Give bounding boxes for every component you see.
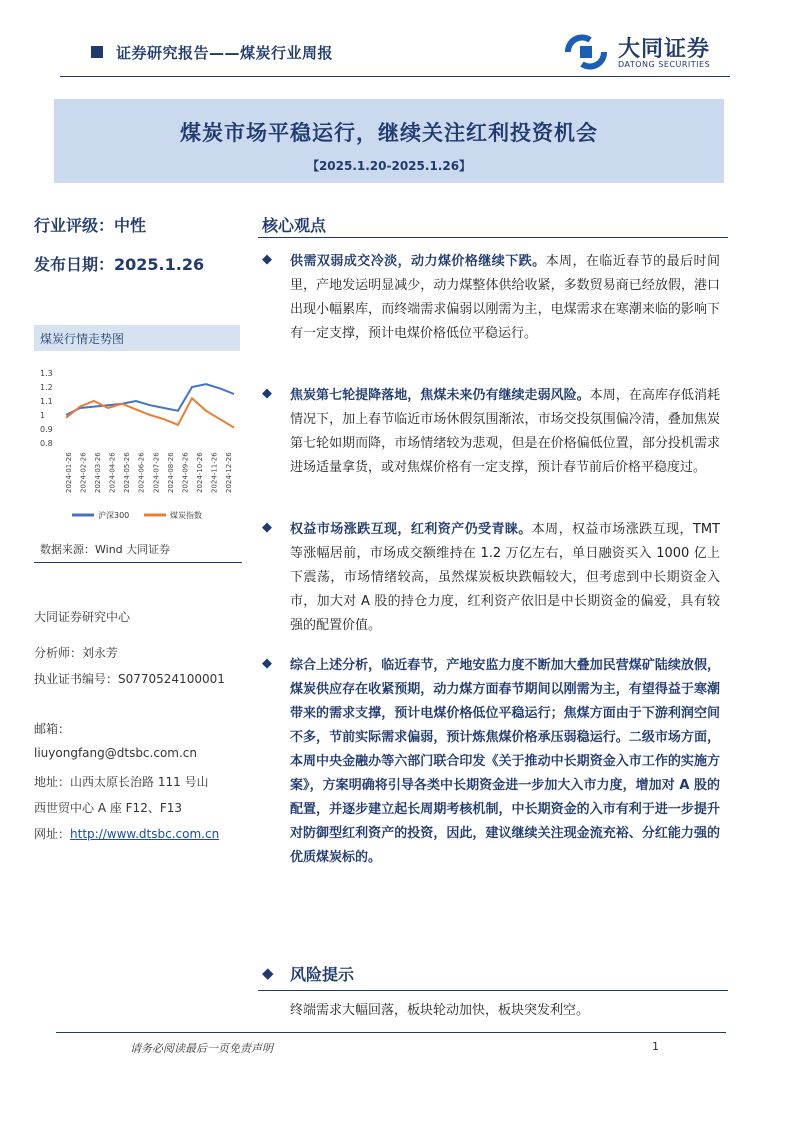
x-tick-label: 2024-07-26 [152, 452, 161, 493]
address-line-1: 地址：山西太原长治路 111 号山 [34, 775, 209, 789]
y-tick-label: 1 [40, 411, 46, 420]
diamond-bullet-icon: ◆ [262, 386, 272, 401]
x-tick-label: 2024-09-26 [181, 452, 190, 493]
series-line-coal-index [66, 398, 234, 427]
bullet-1-headline: 供需双弱成交冷淡，动力煤价格继续下跌。 [290, 254, 546, 269]
diamond-bullet-icon: ◆ [262, 520, 272, 535]
x-tick-label: 2024-03-26 [94, 452, 103, 493]
website-label: 网址： [34, 827, 71, 841]
bullet-3-headline: 权益市场涨跌互现，红利资产仍受青睐。 [290, 522, 532, 537]
series-line-hs300 [66, 384, 234, 415]
x-tick-label: 2024-04-26 [108, 452, 117, 493]
industry-rating: 行业评级：中性 [34, 216, 147, 235]
y-tick-label: 1.3 [40, 369, 53, 378]
x-tick-label: 2024-02-26 [79, 452, 88, 493]
header-divider [60, 76, 730, 77]
data-source: 数据来源：Wind 大同证券 [40, 543, 171, 556]
x-tick-label: 2024-05-26 [123, 452, 132, 493]
email-label: 邮箱： [34, 722, 71, 736]
footer-divider [56, 1032, 726, 1033]
chart-title: 煤炭行情走势图 [40, 332, 125, 346]
risk-divider [258, 990, 728, 991]
footer-disclaimer: 请务必阅读最后一页免责声明 [130, 1042, 273, 1055]
logo-mark-icon [560, 30, 612, 74]
diamond-bullet-icon: ◆ [262, 252, 272, 267]
page-number: 1 [652, 1040, 659, 1053]
bullet-2-body: 本周，在高库存低消耗情况下，加上春节临近市场休假氛围渐浓，市场交投氛围偏冷清，叠加焦炭第七轮如期而降，市场情绪较为悲观，但是在价格偏低位置，部分投机需求进场适量拿货，或对焦煤价格有一定支撑，预计春节前后价格平稳度过。 [290, 388, 720, 475]
website-row [34, 825, 219, 842]
trend-chart-panel [34, 325, 240, 525]
publish-date: 发布日期：2025.1.26 [34, 255, 205, 274]
sidebar-divider [34, 562, 242, 563]
legend-label: 沪深300 [98, 511, 130, 520]
company-logo [560, 30, 730, 74]
email-address: liuyongfang@dtsbc.com.cn [34, 746, 197, 760]
address-line-2: 西世贸中心 A 座 F12、F13 [34, 801, 182, 815]
diamond-bullet-icon: ◆ [262, 656, 272, 671]
header-square-icon [91, 46, 103, 58]
summary-text: 综合上述分析，临近春节，产地安监力度不断加大叠加民营煤矿陆续放假，煤炭供应存在收紧预期，动力煤方面春节期间以刚需为主，有望得益于寒潮带来的需求支撑，预计电煤价格低位平稳运行；焦煤方面由于下游利润空间不多，节前实际需求偏弱，预计炼焦煤价格承压弱稳运行。二级市场方面，本周中央金融办等六部门联合印发《关于推动中长期资金入市工作的实施方案》，方案明确将引导各类中长期资金进一步加大入市力度，增加对 A 股的配置，并逐步建立起长周期考核机制，中长期资金的入市有利于进一步提升对防御型红利资产的投资，因此，建议继续关注现金流充裕、分红能力强的优质煤炭标的。 [290, 658, 720, 865]
research-center: 大同证券研究中心 [34, 610, 131, 624]
title-banner [54, 99, 724, 183]
report-date-range: 【2025.1.20-2025.1.26】 [306, 159, 472, 173]
website-link[interactable]: http://www.dtsbc.com.cn [70, 827, 220, 841]
x-tick-label: 2024-12-26 [225, 452, 233, 493]
bullet-1-body: 本周，在临近春节的最后时间里，产地发运明显减少，动力煤整体供给收紧，多数贸易商已经放假，港口出现小幅累库，而终端需求偏弱以刚需为主，电煤需求在寒潮来临的影响下有一定支撑，预计电煤价格低位平稳运行。 [290, 254, 720, 341]
bullet-3-body: 本周，权益市场涨跌互现，TMT 等涨幅居前，市场成交额维持在 1.2 万亿左右，单日融资买入 1000 亿上下震荡，市场情绪较高，虽然煤炭板块跌幅较大，但考虑到中长期资金入市，加大对 A 股的持仓力度，红利资产依旧是中长期资金的偏爱，具有较强的配置价值。 [290, 522, 720, 633]
license-number: 执业证书编号：S0770524100001 [34, 672, 225, 686]
bullet-2-headline: 焦炭第七轮提降落地，焦煤未来仍有继续走弱风险。 [290, 388, 590, 403]
risk-text: 终端需求大幅回落，板块轮动加快，板块突发利空。 [290, 1003, 590, 1018]
chart-header [34, 325, 240, 351]
logo-text-cn: 大同证券 [618, 37, 711, 62]
analyst-name: 分析师：刘永芳 [34, 646, 119, 660]
x-tick-label: 2024-08-26 [166, 452, 175, 493]
core-views-title: 核心观点 [262, 216, 327, 235]
logo-text-en: DATONG SECURITIES [618, 60, 711, 69]
x-tick-label: 2024-01-26 [65, 452, 73, 493]
report-type-title: 证券研究报告——煤炭行业周报 [116, 44, 334, 62]
x-tick-label: 2024-10-26 [195, 452, 204, 493]
x-tick-label: 2024-06-26 [137, 452, 146, 493]
legend-label: 煤炭指数 [170, 511, 202, 520]
y-tick-label: 0.9 [40, 425, 53, 434]
risk-title: 风险提示 [290, 965, 355, 984]
diamond-bullet-icon: ◆ [262, 964, 274, 982]
x-tick-label: 2024-11-26 [210, 452, 219, 493]
report-title: 煤炭市场平稳运行，继续关注红利投资机会 [180, 121, 598, 145]
core-divider [258, 237, 728, 238]
y-tick-label: 1.1 [40, 397, 53, 406]
trend-chart [34, 353, 240, 525]
y-tick-label: 1.2 [40, 383, 53, 392]
y-tick-label: 0.8 [40, 439, 53, 448]
